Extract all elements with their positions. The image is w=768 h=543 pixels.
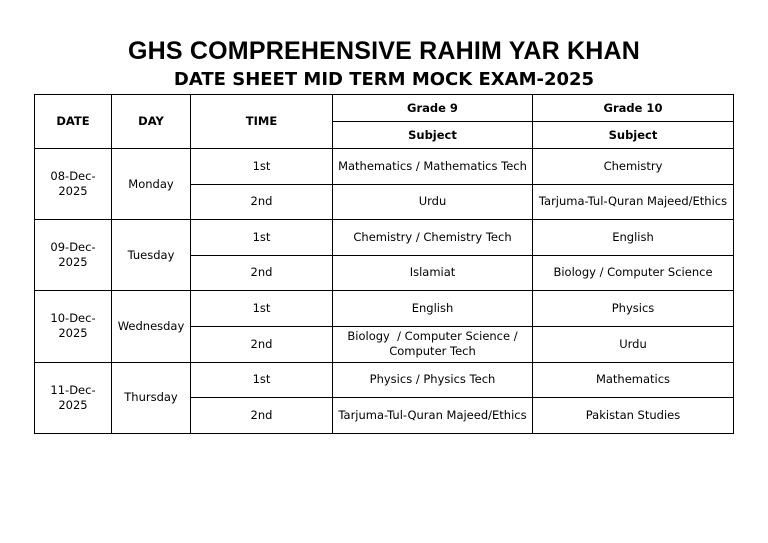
date-cell: 08-Dec-2025 [35, 149, 112, 220]
header-date: DATE [35, 95, 112, 149]
table-row [35, 149, 734, 185]
time-cell: 1st [191, 220, 333, 256]
grade-9-subject-cell: Tarjuma-Tul-Quran Majeed/Ethics [333, 398, 533, 434]
grade-10-subject-cell: English [533, 220, 734, 256]
time-cell: 2nd [191, 398, 333, 434]
day-cell: Monday [112, 149, 191, 220]
time-cell: 1st [191, 291, 333, 327]
grade-10-subject-cell: Physics [533, 291, 734, 327]
grade-9-subject-cell: Physics / Physics Tech [333, 362, 533, 398]
grade-9-subject-cell: Urdu [333, 184, 533, 220]
day-cell: Tuesday [112, 220, 191, 291]
grade-10-subject-cell: Urdu [533, 326, 734, 362]
grade-9-subject-cell: English [333, 291, 533, 327]
header-grade-10: Grade 10 [533, 95, 734, 122]
grade-9-subject-cell: Mathematics / Mathematics Tech [333, 149, 533, 185]
grade-10-subject-cell: Chemistry [533, 149, 734, 185]
table-row [35, 291, 734, 327]
header-subject-grade-9: Subject [333, 122, 533, 149]
table-row [35, 220, 734, 256]
day-cell: Wednesday [112, 291, 191, 363]
date-sheet-table [34, 94, 734, 434]
header-time: TIME [191, 95, 333, 149]
grade-9-subject-cell: Chemistry / Chemistry Tech [333, 220, 533, 256]
table-row [35, 362, 734, 398]
page-title: GHS COMPREHENSIVE RAHIM YAR KHAN [127, 37, 641, 65]
grade-10-subject-cell: Biology / Computer Science [533, 255, 734, 291]
time-cell: 1st [191, 149, 333, 185]
time-cell: 1st [191, 362, 333, 398]
grade-9-subject-cell: Islamiat [333, 255, 533, 291]
grade-10-subject-cell: Pakistan Studies [533, 398, 734, 434]
header-grade-9: Grade 9 [333, 95, 533, 122]
day-cell: Thursday [112, 362, 191, 433]
date-cell: 10-Dec-2025 [35, 291, 112, 363]
header-row [35, 95, 734, 122]
grade-9-subject-cell: Biology / Computer Science / Computer Tech [333, 326, 533, 362]
page-subtitle: DATE SHEET MID TERM MOCK EXAM-2025 [173, 69, 595, 90]
grade-10-subject-cell: Mathematics [533, 362, 734, 398]
date-cell: 11-Dec-2025 [35, 362, 112, 433]
grade-10-subject-cell: Tarjuma-Tul-Quran Majeed/Ethics [533, 184, 734, 220]
time-cell: 2nd [191, 255, 333, 291]
header-day: DAY [112, 95, 191, 149]
header-subject-grade-10: Subject [533, 122, 734, 149]
time-cell: 2nd [191, 184, 333, 220]
date-cell: 09-Dec-2025 [35, 220, 112, 291]
time-cell: 2nd [191, 326, 333, 362]
